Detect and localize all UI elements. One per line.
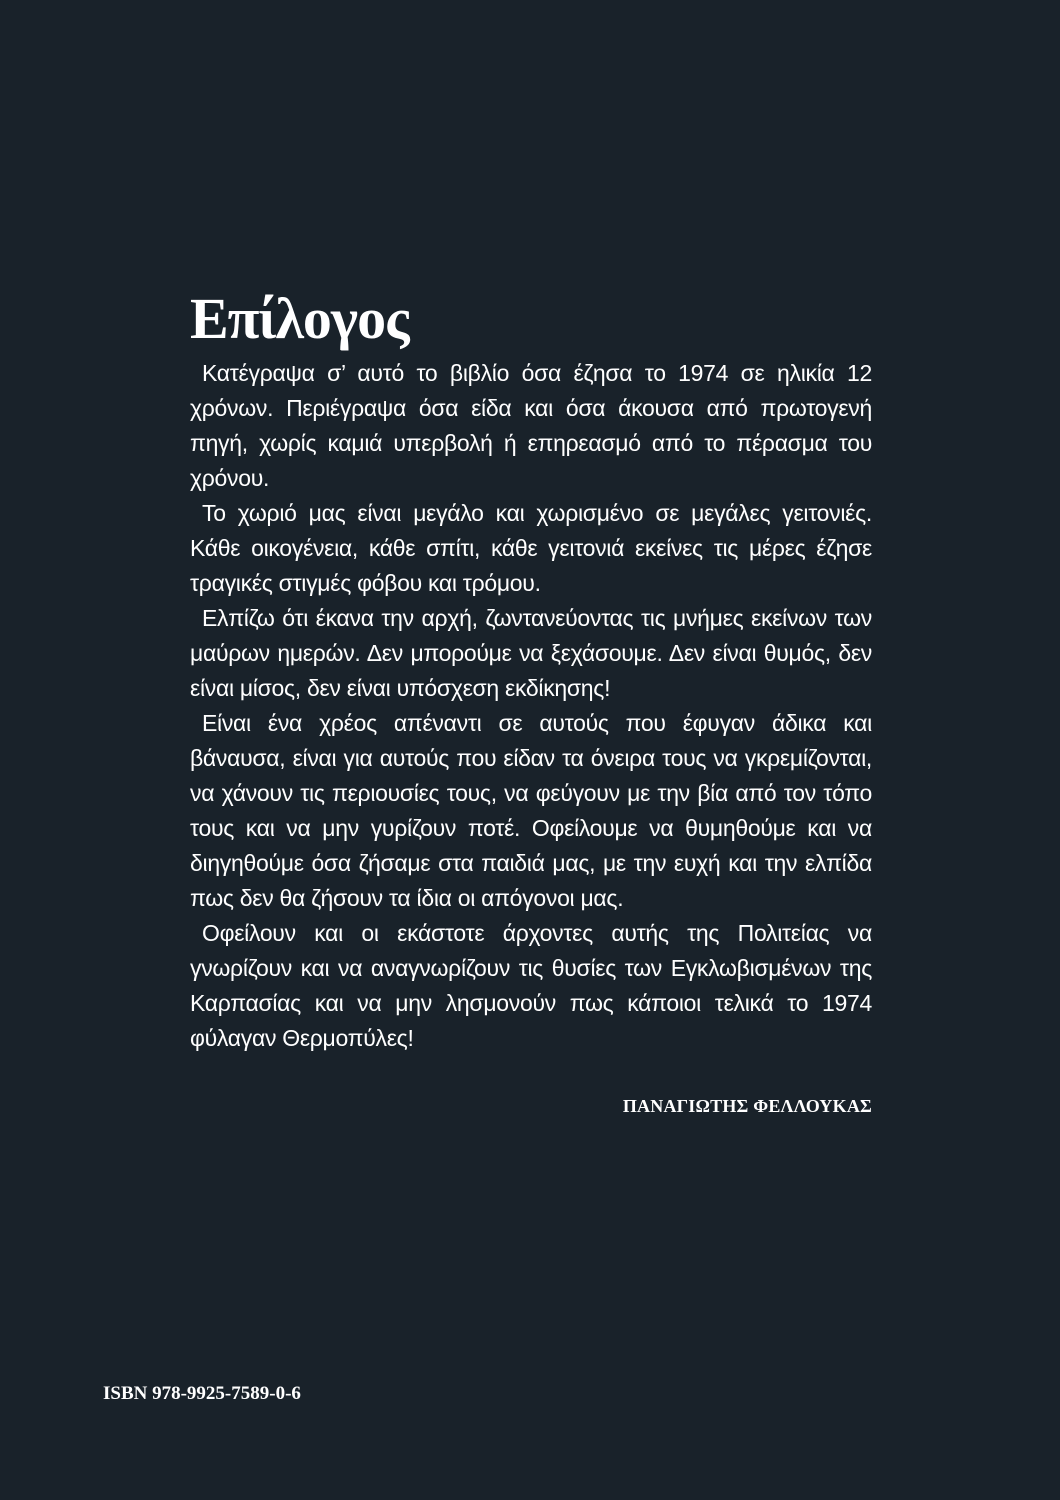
- epilogue-paragraph: Οφείλουν και οι εκάστοτε άρχοντες αυτής της Πολιτείας να γνωρίζουν και να αναγνωρίζουν τις θυσίες των Εγκλωβισμένων της Καρπασίας και να μην λησμονούν πως κάποιοι τελικά το 1974 φύλαγαν Θερμοπύλες!: [190, 920, 872, 1051]
- epilogue-paragraph: Κατέγραψα σ’ αυτό το βιβλίο όσα έζησα το 1974 σε ηλικία 12 χρόνων. Περιέγραψα όσα είδα και όσα άκουσα από πρωτογενή πηγή, χωρίς καμιά υπερβολή ή επηρεασμό από το πέρασμα του χρόνου.: [190, 360, 872, 491]
- isbn-number: ISBN 978-9925-7589-0-6: [103, 1383, 301, 1404]
- epilogue-paragraph: Είναι ένα χρέος απέναντι σε αυτούς που έφυγαν άδικα και βάναυσα, είναι για αυτούς που είδαν τα όνειρα τους να γκρεμίζονται, να χάνουν τις περιουσίες τους, να φεύγουν με την βία από τον τόπο τους και να μην γυρίζουν ποτέ. Οφείλουμε να θυμηθούμε και να διηγηθούμε όσα ζήσαμε στα παιδιά μας, με την ευχή και την ελπίδα πως δεν θα ζήσουν τα ίδια οι απόγονοι μας.: [190, 710, 872, 911]
- epilogue-paragraph: Το χωριό μας είναι μεγάλο και χωρισμένο σε μεγάλες γειτονιές. Κάθε οικογένεια, κάθε σπίτι, κάθε γειτονιά εκείνες τις μέρες έζησε τραγικές στιγμές φόβου και τρόμου.: [190, 500, 872, 596]
- epilogue-title: Επίλογος: [190, 286, 409, 351]
- epilogue-paragraph: Ελπίζω ότι έκανα την αρχή, ζωντανεύοντας τις μνήμες εκείνων των μαύρων ημερών. Δεν μπορούμε να ξεχάσουμε. Δεν είναι θυμός, δεν είναι μίσος, δεν είναι υπόσχεση εκδίκησης!: [190, 605, 872, 701]
- author-name: ΠΑΝΑΓΙΩΤΗΣ ΦΕΛΛΟΥΚΑΣ: [622, 1096, 872, 1116]
- epilogue-body: [190, 356, 872, 1056]
